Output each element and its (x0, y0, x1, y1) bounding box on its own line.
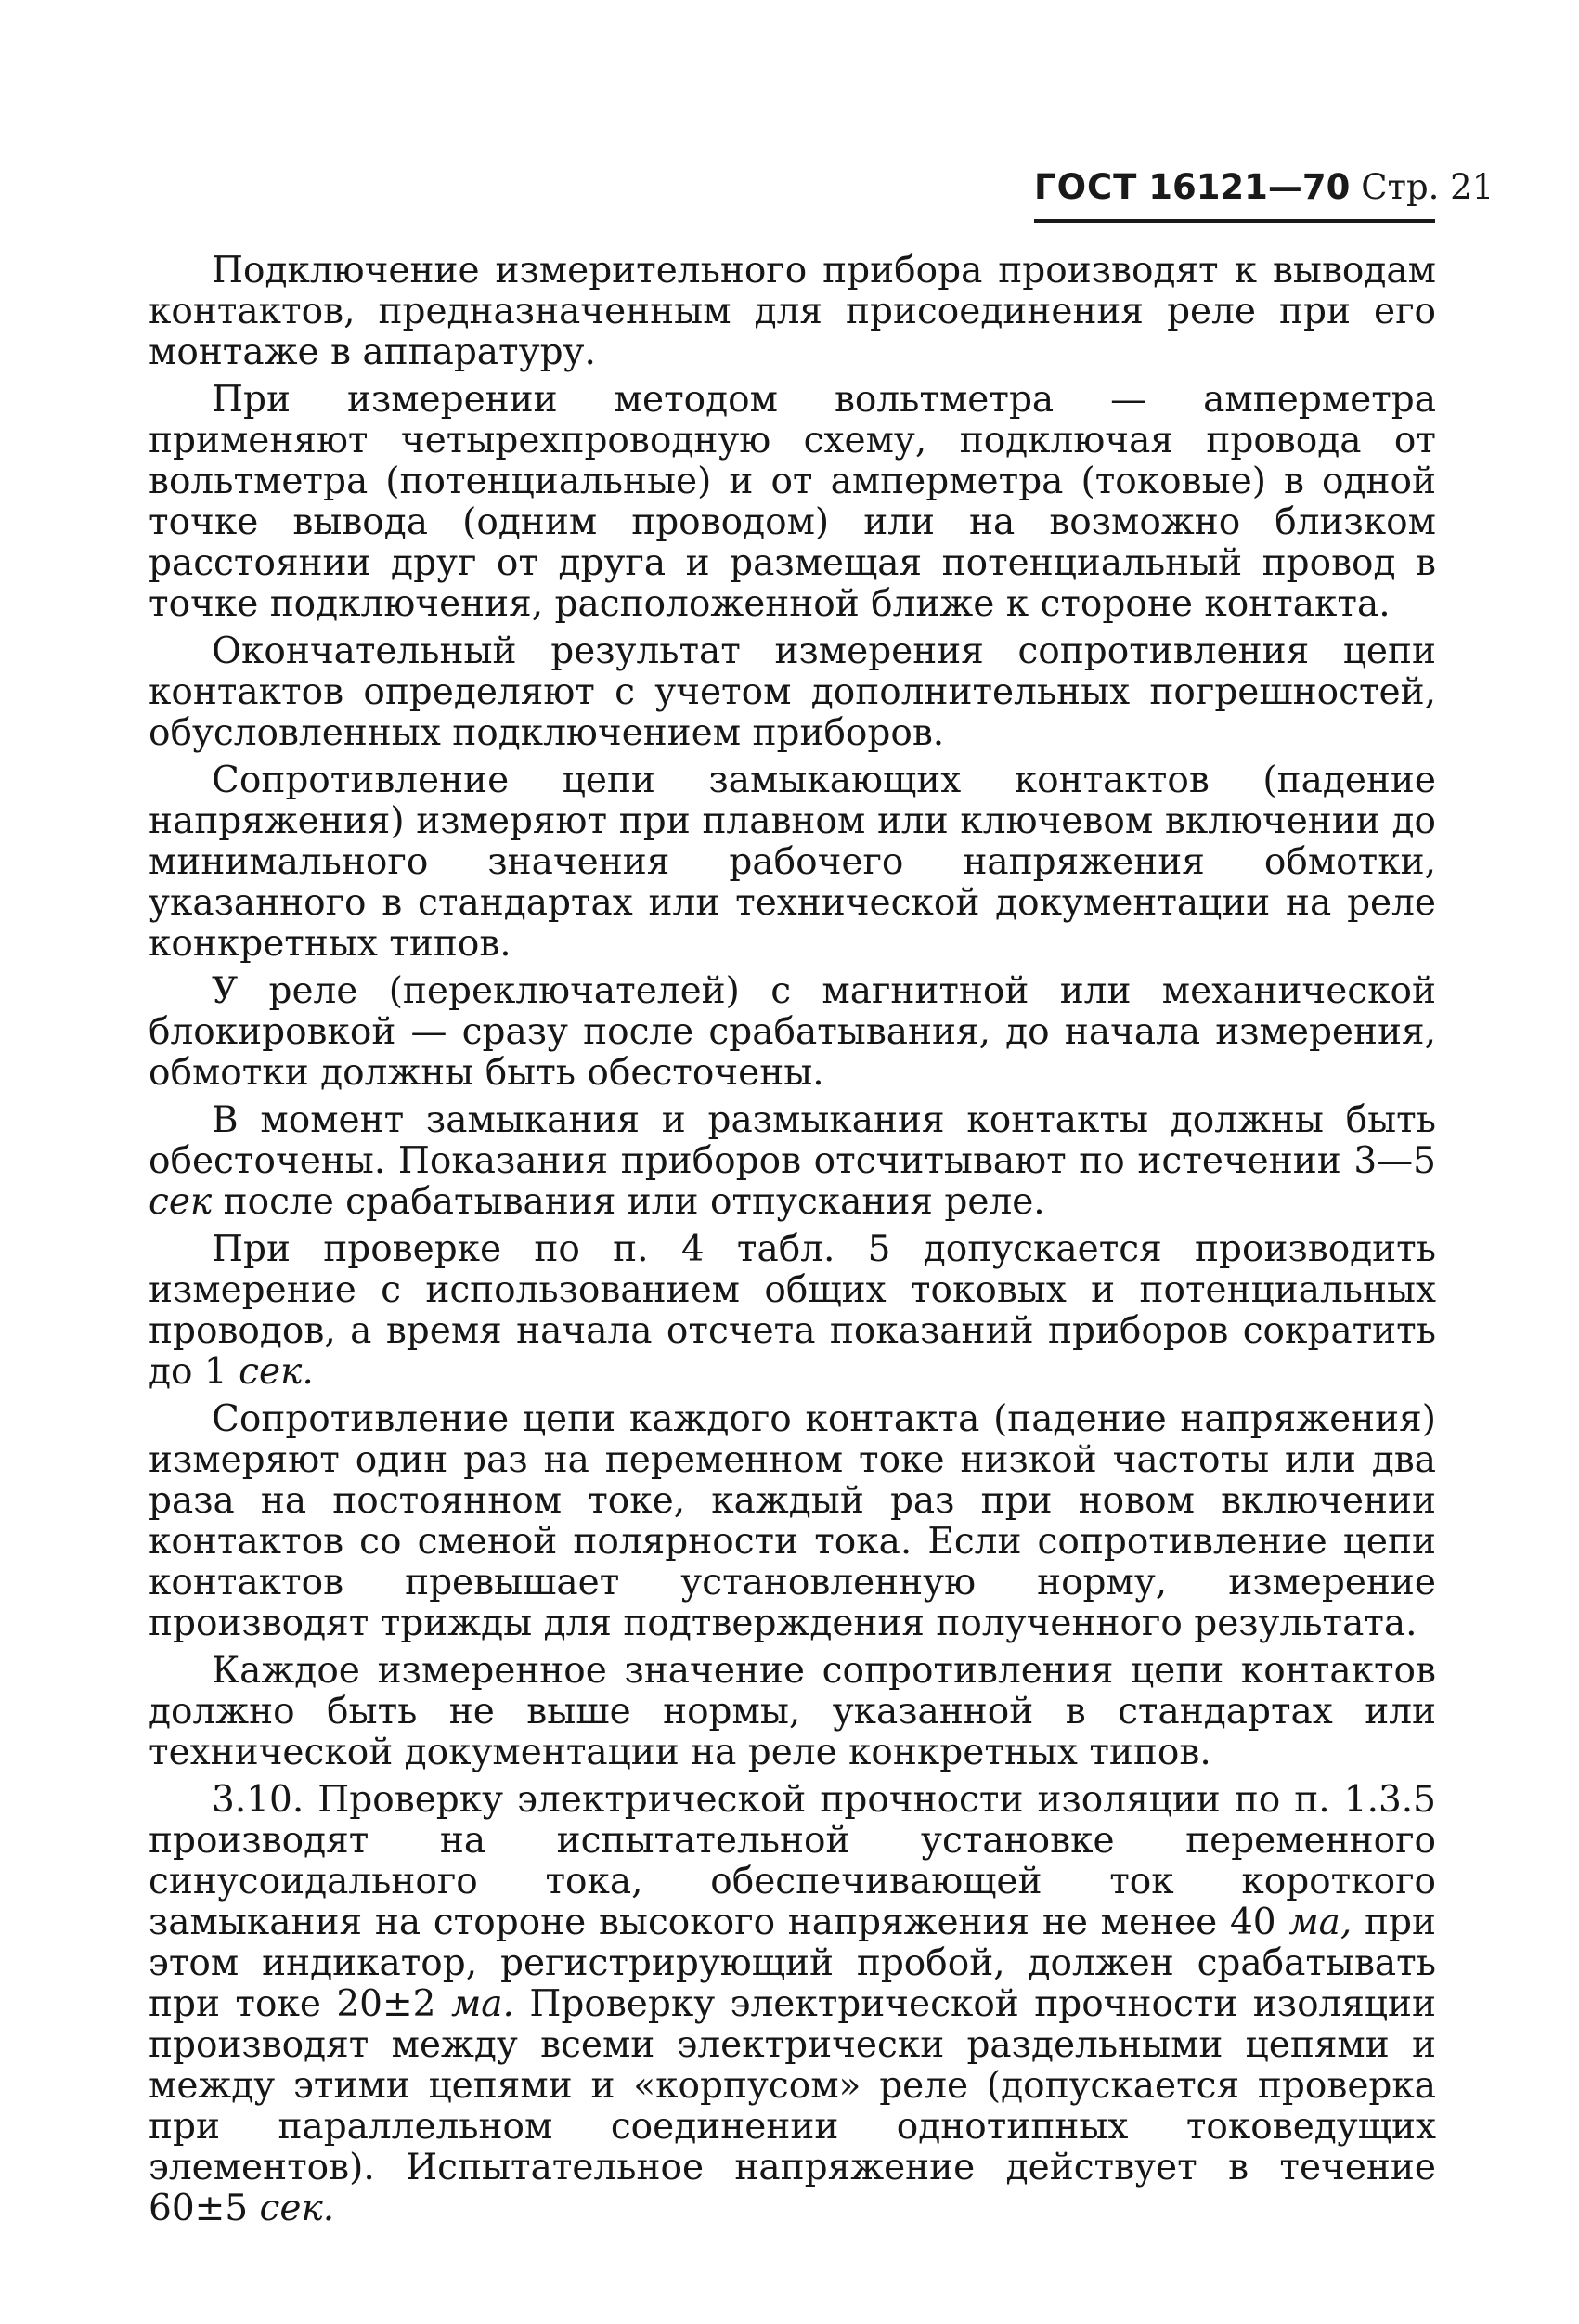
text-run: после срабатывания или отпускания реле. (212, 1181, 1045, 1223)
unit-ma: ма. (450, 1983, 514, 2025)
unit-sec: сек. (259, 2188, 335, 2229)
unit-sec: сек (149, 1181, 213, 1223)
text-run: Проверку электрической прочности изоляции производят между всеми электрически раздельными цепями и между этими цепями и «корпусом» реле (допускается проверка при параллельном соединении однотипных токоведущих элементов). Испытательное напряжение действует в течение 60±5 (149, 1983, 1436, 2229)
paragraph-each-contact: Сопротивление цепи каждого контакта (падение напряжения) измеряют один раз на переменном токе низкой частоты или два раза на постоянном токе, каждый раз при новом включении контактов со сменой полярности тока. Если сопротивление цепи контактов превышает установленную норму, измерение производят трижды для подтверждения полученного результата. (149, 1398, 1436, 1644)
paragraph-final-result: Окончательный результат измерения сопротивления цепи контактов определяют с учетом дополнительных погрешностей, обусловленных подключением приборов. (149, 630, 1436, 754)
paragraph-norm: Каждое измеренное значение сопротивления цепи контактов должно быть не выше нормы, указанной в стандартах или технической документации на реле конкретных типов. (149, 1650, 1436, 1773)
unit-ma: ма, (1288, 1902, 1353, 1943)
paragraph-connection: Подключение измерительного прибора производят к выводам контактов, предназначенным для присоединения реле при его монтаже в аппаратуру. (149, 250, 1436, 373)
text-run: 3.10. Проверку электрической прочности изоляции по п. 1.3.5 производят на испытательной установке переменного синусоидального тока, обеспечивающей ток короткого замыкания на стороне высокого напряжения не менее 40 (149, 1779, 1436, 1943)
standard-number: 16121—70 (1148, 167, 1351, 207)
paragraph-interlock: У реле (переключателей) с магнитной или механической блокировкой — сразу после срабатывания, до начала измерения, обмотки должны быть обесточены. (149, 970, 1436, 1094)
paragraph-3-10-insulation (149, 1780, 1436, 2229)
header-rule (1034, 219, 1435, 223)
text-run: При проверке по п. 4 табл. 5 допускается производить измерение с использованием общих токовых и потенциальных проводов, а время начала отсчета показаний приборов сократить до 1 (149, 1228, 1436, 1393)
standard-label: ГОСТ (1034, 167, 1138, 207)
text-run: при этом индикатор, регистрирующий пробой, должен срабатывать при токе 20±2 (149, 1902, 1436, 2025)
paragraph-closing-contacts: Сопротивление цепи замыкающих контактов (падение напряжения) измеряют при плавном или ключевом включении до минимального значения рабочего напряжения обмотки, указанного в стандартах или технической документации на реле конкретных типов. (149, 760, 1436, 965)
paragraph-common-wires (149, 1229, 1436, 1393)
paragraph-four-wire-scheme: При измерении методом вольтметра — амперметра применяют четырехпроводную схему, подключая провода от вольтметра (потенциальные) и от амперметра (токовые) в одной точке вывода (одним проводом) или на возможно близком расстоянии друг от друга и размещая потенциальный провод в точке подключения, расположенной ближе к стороне контакта. (149, 379, 1436, 625)
document-body (149, 251, 1436, 2236)
unit-sec: сек. (239, 1351, 314, 1393)
page-number: Стр. 21 (1361, 167, 1495, 207)
page-header (1034, 167, 1495, 207)
text-run: В момент замыкания и размыкания контакты должны быть обесточены. Показания приборов отсчитывают по истечении 3—5 (149, 1099, 1436, 1182)
paragraph-readings (149, 1100, 1436, 1223)
